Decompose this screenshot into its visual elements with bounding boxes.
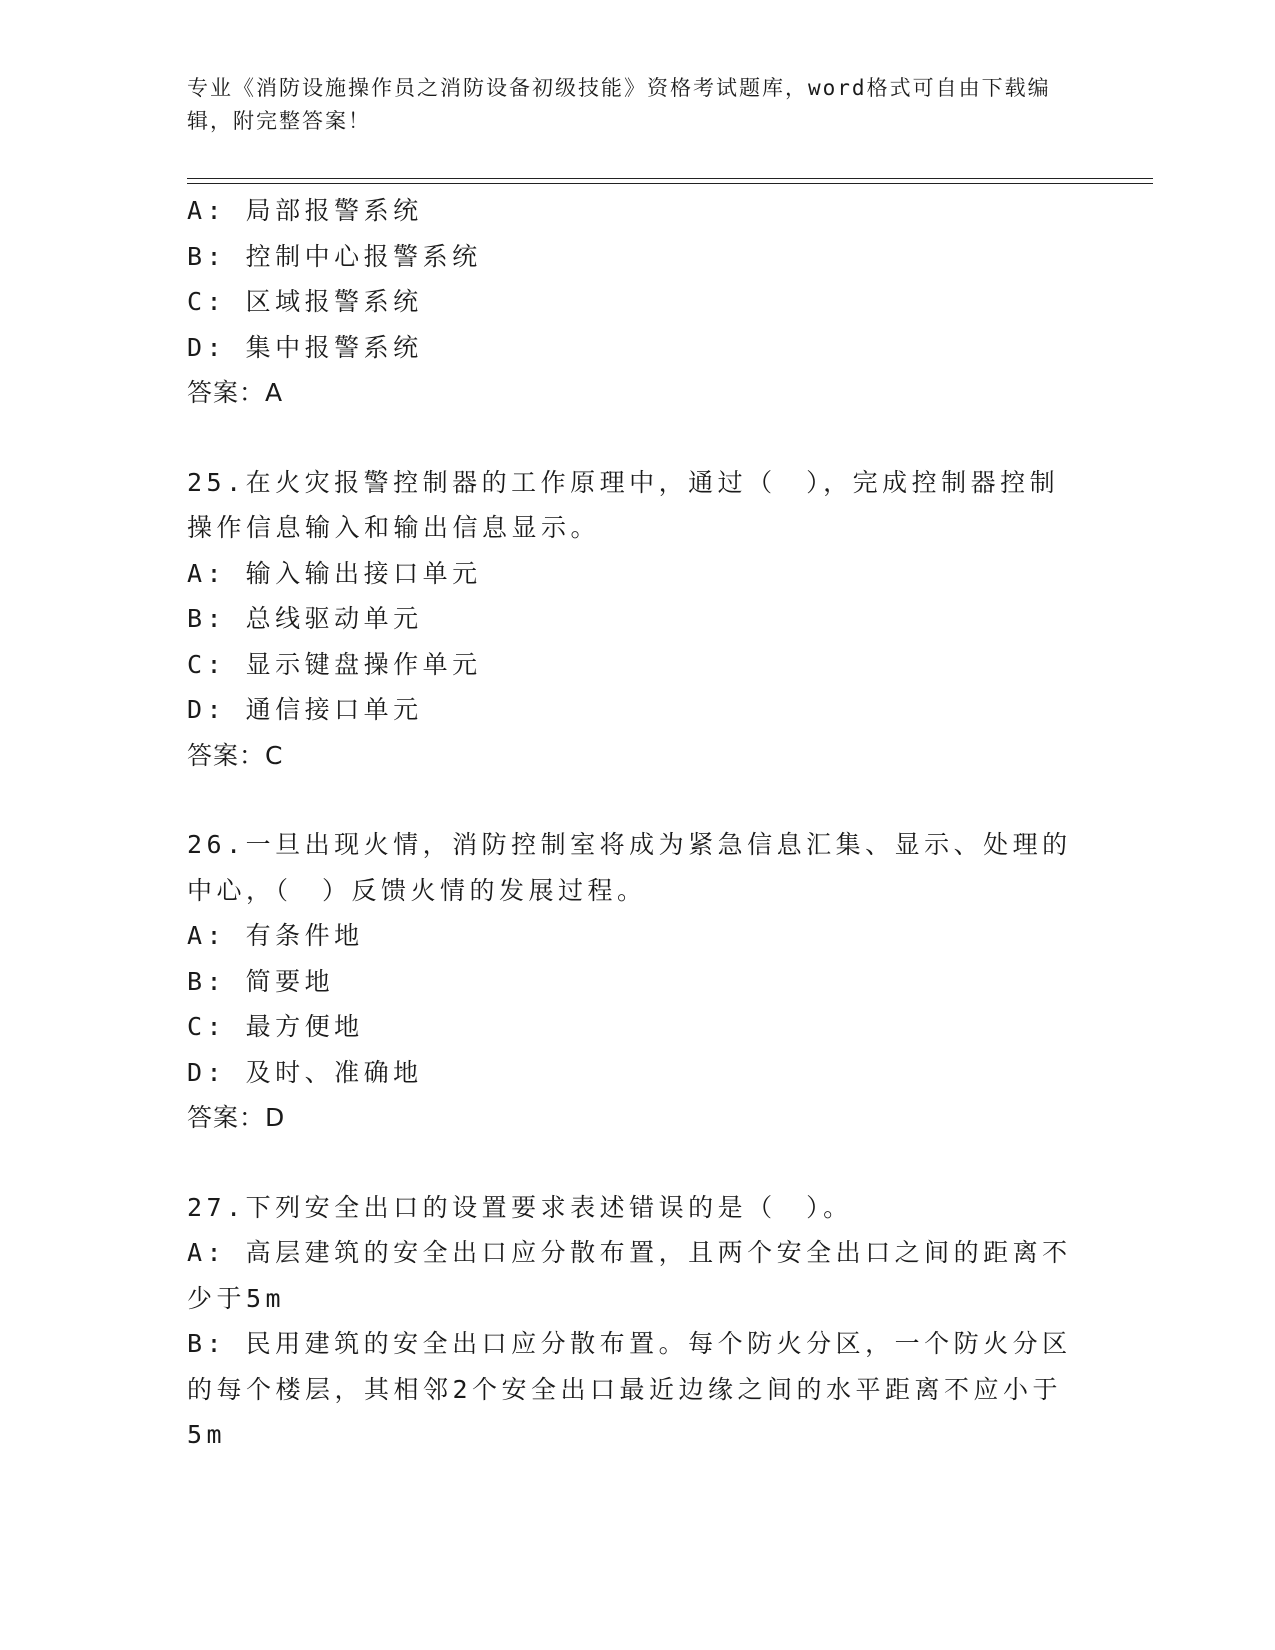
option-b: B: 民用建筑的安全出口应分散布置。每个防火分区，一个防火分区的每个楼层，其相邻2个安全出口最近边缘之间的水平距离不应小于5m (187, 1329, 1072, 1449)
option-c: C: 区域报警系统 (187, 287, 423, 316)
option-d: D: 及时、准确地 (187, 1057, 423, 1087)
question-26 (187, 822, 1087, 1141)
option-b: B: 总线驱动单元 (187, 604, 423, 633)
question-25 (187, 460, 1087, 779)
question-stem: 27.下列安全出口的设置要求表述错误的是（ ）。 (187, 1192, 853, 1222)
question-stem: 26.一旦出现火情，消防控制室将成为紧急信息汇集、显示、处理的中心，（ ）反馈火情的发展过程。 (187, 830, 1072, 905)
question-27 (187, 1185, 1087, 1458)
option-a: A: 高层建筑的安全出口应分散布置，且两个安全出口之间的距离不少于5m (187, 1238, 1072, 1313)
option-a: A: 局部报警系统 (187, 196, 423, 225)
answer: 答案：D (187, 1103, 286, 1132)
question-list (187, 188, 1087, 1458)
option-a: A: 有条件地 (187, 921, 364, 950)
option-c: C: 显示键盘操作单元 (187, 649, 482, 679)
option-d: D: 集中报警系统 (187, 332, 423, 362)
spacer (187, 778, 1087, 822)
option-c: C: 最方便地 (187, 1012, 364, 1041)
question-24 (187, 188, 1087, 416)
option-a: A: 输入输出接口单元 (187, 558, 482, 588)
document-header: 专业《消防设施操作员之消防设备初级技能》资格考试题库，word格式可自由下载编辑，附完整答案！ (187, 76, 1051, 133)
spacer (187, 1141, 1087, 1185)
answer: 答案：A (187, 378, 284, 407)
option-d: D: 通信接口单元 (187, 695, 423, 724)
question-stem: 25.在火灾报警控制器的工作原理中，通过（ ），完成控制器控制操作信息输入和输出信息显示。 (187, 467, 1060, 542)
header-divider-top (187, 178, 1153, 179)
option-b: B: 控制中心报警系统 (187, 241, 482, 271)
header-divider-bottom (187, 183, 1153, 184)
answer: 答案：C (187, 740, 284, 770)
option-b: B: 简要地 (187, 966, 335, 996)
spacer (187, 416, 1087, 460)
